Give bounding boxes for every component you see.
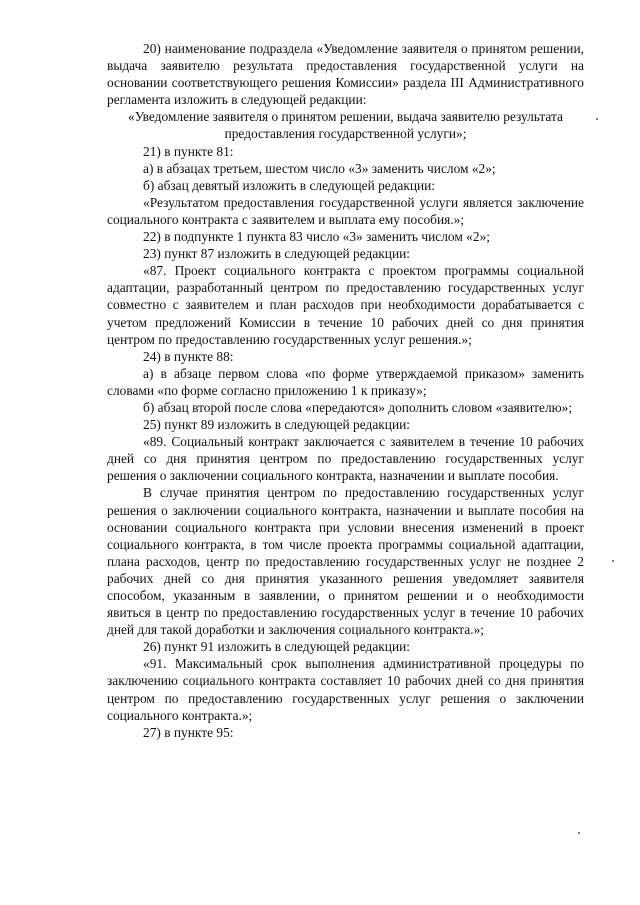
subsection-title-quote: «Уведомление заявителя о принятом решении, выдача заявителю результата предоставления государственной услуги»; <box>128 109 563 142</box>
paragraph-item-24-b: б) абзац второй после слова «передаются» дополнить словом «заявителю»; <box>143 399 573 415</box>
paragraph-quote-89-cont: В случае принятия центром по предоставлению государственных услуг решения о заключении социального контракта, назначении и выплате пособия на основании социального контракта при условии внесения изменений в проект социального контракта, в том числе проекта программы социальной адаптации, плана расходов, центр по предоставлению государственных услуг не позднее 2 рабочих дней со дня принятия указанного решения уведомляет заявителя способом, указанным в заявлении, о принятом решении и о необходимости явиться в центр по предоставлению государственных услуг в течение 10 рабочих дней для такой доработки и заключения социального контракта.»; <box>107 485 584 638</box>
paragraph-item-20: 20) наименование подраздела «Уведомление заявителя о принятом решении, выдача заявителю результата предоставления государственной услуги на основании соответствующего решения Комиссии» раздела III Административного регламента изложить в следующей редакции: <box>107 41 584 108</box>
paragraph-item-22: 22) в подпункте 1 пункта 83 число «3» заменить числом «2»; <box>143 229 490 245</box>
scan-speck <box>612 560 614 562</box>
paragraph-item-24: 24) в пункте 88: <box>143 348 234 364</box>
paragraph-quote-89: «89. Социальный контракт заключается с заявителем в течение 10 рабочих дней со дня принятия центром по предоставлению государственных услуг решения о заключении социального контракта, назначении и выплате пособия. <box>107 434 584 484</box>
paragraph-item-21: 21) в пункте 81: <box>143 143 234 159</box>
paragraph-item-21-b: б) абзац девятый изложить в следующей редакции: <box>143 177 436 193</box>
scan-speck <box>578 832 580 834</box>
paragraph-quote-result: «Результатом предоставления государственной услуги является заключение социального контракта с заявителем и выплата ему пособия.»; <box>107 194 584 227</box>
paragraph-item-24-a: а) в абзаце первом слова «по форме утверждаемой приказом» заменить словами «по форме согласно приложению 1 к приказу»; <box>107 365 584 398</box>
paragraph-quote-87: «87. Проект социального контракта с проектом программы социальной адаптации, разработанный центром по предоставлению государственных услуг совместно с заявителем и план расходов при необходимости дорабатывается с учетом предложений Комиссии в течение 10 рабочих дней со дня принятия центром по предоставлению государственных услуг решения.»; <box>107 263 584 347</box>
paragraph-item-21-a: а) в абзацах третьем, шестом число «3» заменить числом «2»; <box>143 160 496 176</box>
scan-speck <box>596 118 598 120</box>
paragraph-quote-91: «91. Максимальный срок выполнения административной процедуры по заключению социального контракта составляет 10 рабочих дней со дня принятия центром по предоставлению государственных услуг решения о заключении социального контракта.»; <box>107 656 584 723</box>
paragraph-item-26: 26) пункт 91 изложить в следующей редакции: <box>143 639 411 655</box>
paragraph-item-27: 27) в пункте 95: <box>143 724 234 740</box>
document-body <box>107 40 584 741</box>
paragraph-item-23: 23) пункт 87 изложить в следующей редакции: <box>143 246 411 262</box>
paragraph-item-25: 25) пункт 89 изложить в следующей редакции: <box>143 417 411 433</box>
